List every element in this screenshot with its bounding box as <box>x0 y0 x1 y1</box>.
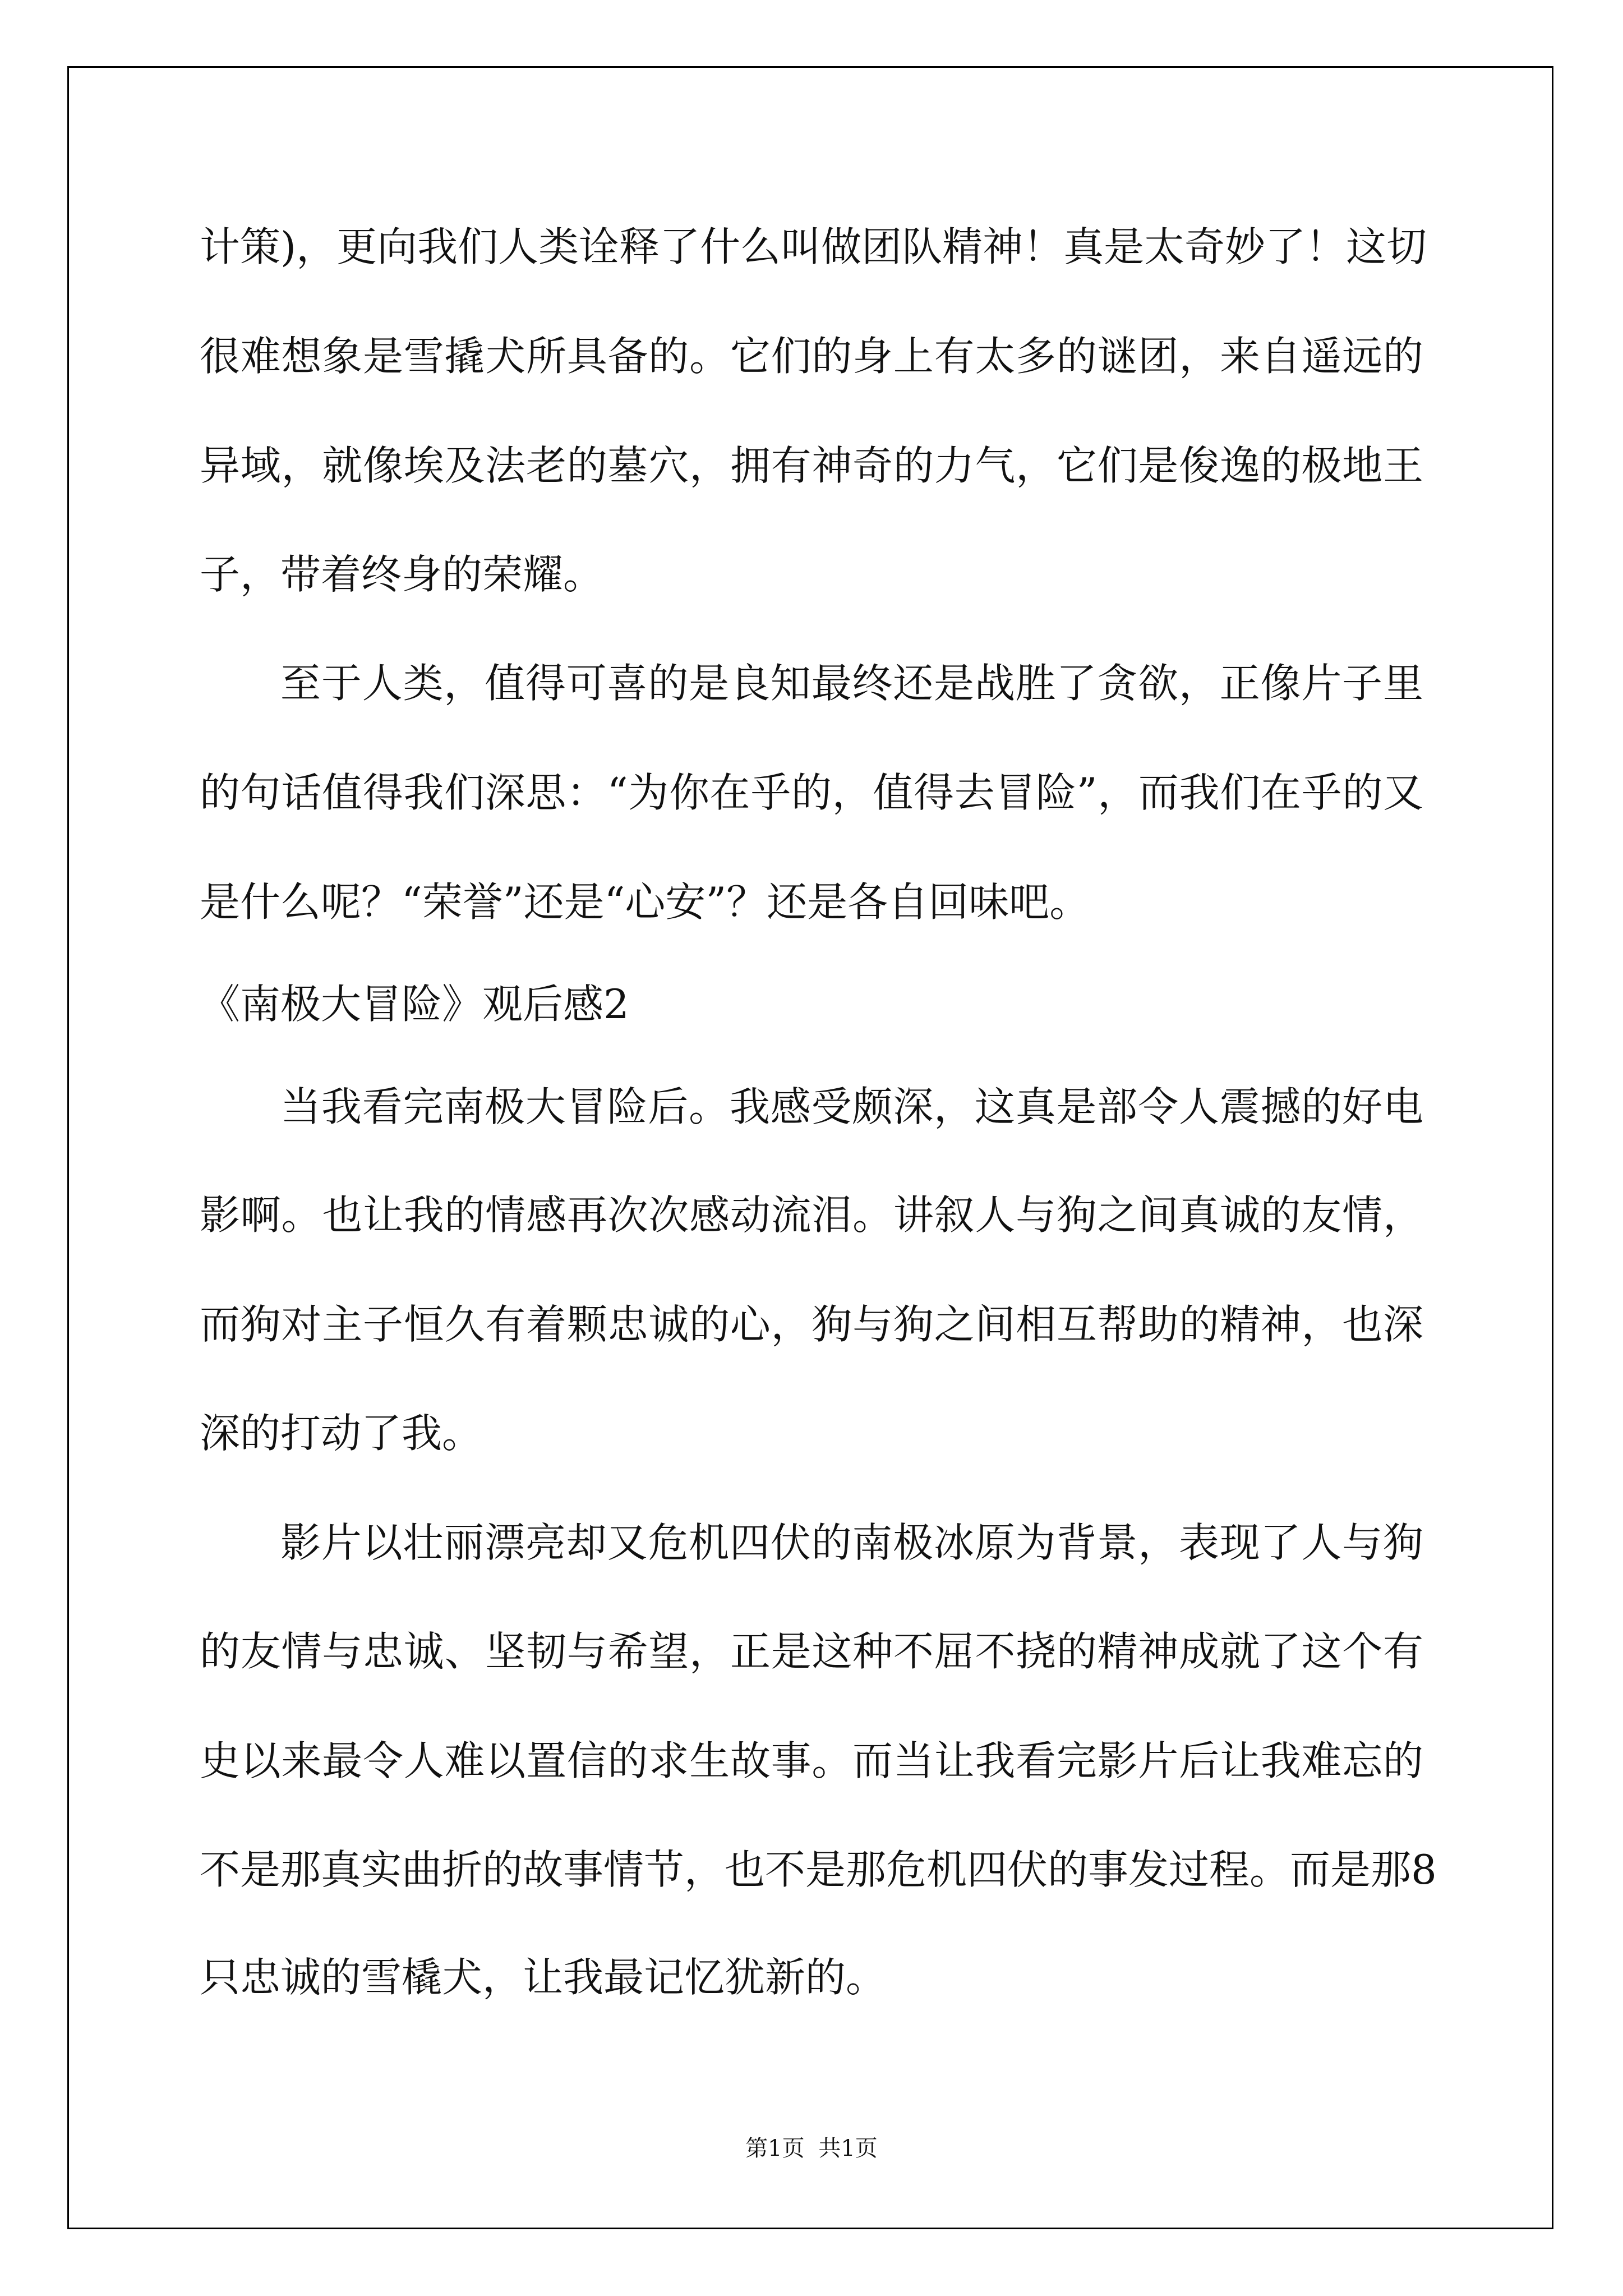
paragraph-3-line-4: 深的打动了我。 <box>200 1410 483 1457</box>
paragraph-4-line-4: 不是那真实曲折的故事情节，也不是那危机四伏的事发过程。而是那8 <box>200 1846 1437 1893</box>
paragraph-1-line-2: 很难想象是雪撬犬所具备的。它们的身上有太多的谜团，来自遥远的 <box>200 333 1423 380</box>
page-footer <box>0 2134 1623 2162</box>
paragraph-1-line-1: 计策)，更向我们人类诠释了什么叫做团队精神！真是太奇妙了！这切 <box>200 223 1427 270</box>
paragraph-4-line-2: 的友情与忠诚、坚韧与希望，正是这种不屈不挠的精神成就了这个有 <box>200 1628 1423 1675</box>
paragraph-2-line-1: 至于人类，值得可喜的是良知最终还是战胜了贪欲，正像片子里 <box>280 660 1423 707</box>
paragraph-4-line-1: 影片以壮丽漂亮却又危机四伏的南极冰原为背景，表现了人与狗 <box>280 1519 1423 1566</box>
paragraph-2-line-3: 是什么呢？“荣誉”还是“心安”？还是各自回味吧。 <box>200 878 1090 926</box>
paragraph-4-line-5: 只忠诚的雪橇犬，让我最记忆犹新的。 <box>200 1954 887 2001</box>
section-heading: 《南极大冒险》观后感2 <box>200 981 629 1028</box>
paragraph-1-line-3: 异域，就像埃及法老的墓穴，拥有神奇的力气，它们是俊逸的极地王 <box>200 442 1423 489</box>
paragraph-3-line-2: 影啊。也让我的情感再次次感动流泪。讲叙人与狗之间真诚的友情， <box>200 1191 1423 1239</box>
page-number: 第1页 <box>745 2136 805 2161</box>
paragraph-3-line-3: 而狗对主子恒久有着颗忠诚的心，狗与狗之间相互帮助的精神，也深 <box>200 1301 1423 1348</box>
page-total: 共1页 <box>818 2136 878 2161</box>
paragraph-1-line-4: 子，带着终身的荣耀。 <box>200 551 604 598</box>
paragraph-2-line-2: 的句话值得我们深思：“为你在乎的，值得去冒险”，而我们在乎的又 <box>200 769 1423 816</box>
page-border <box>67 66 1553 2229</box>
paragraph-4-line-3: 史以来最令人难以置信的求生故事。而当让我看完影片后让我难忘的 <box>200 1737 1423 1784</box>
paragraph-3-line-1: 当我看完南极大冒险后。我感受颇深，这真是部令人震撼的好电 <box>280 1083 1423 1130</box>
